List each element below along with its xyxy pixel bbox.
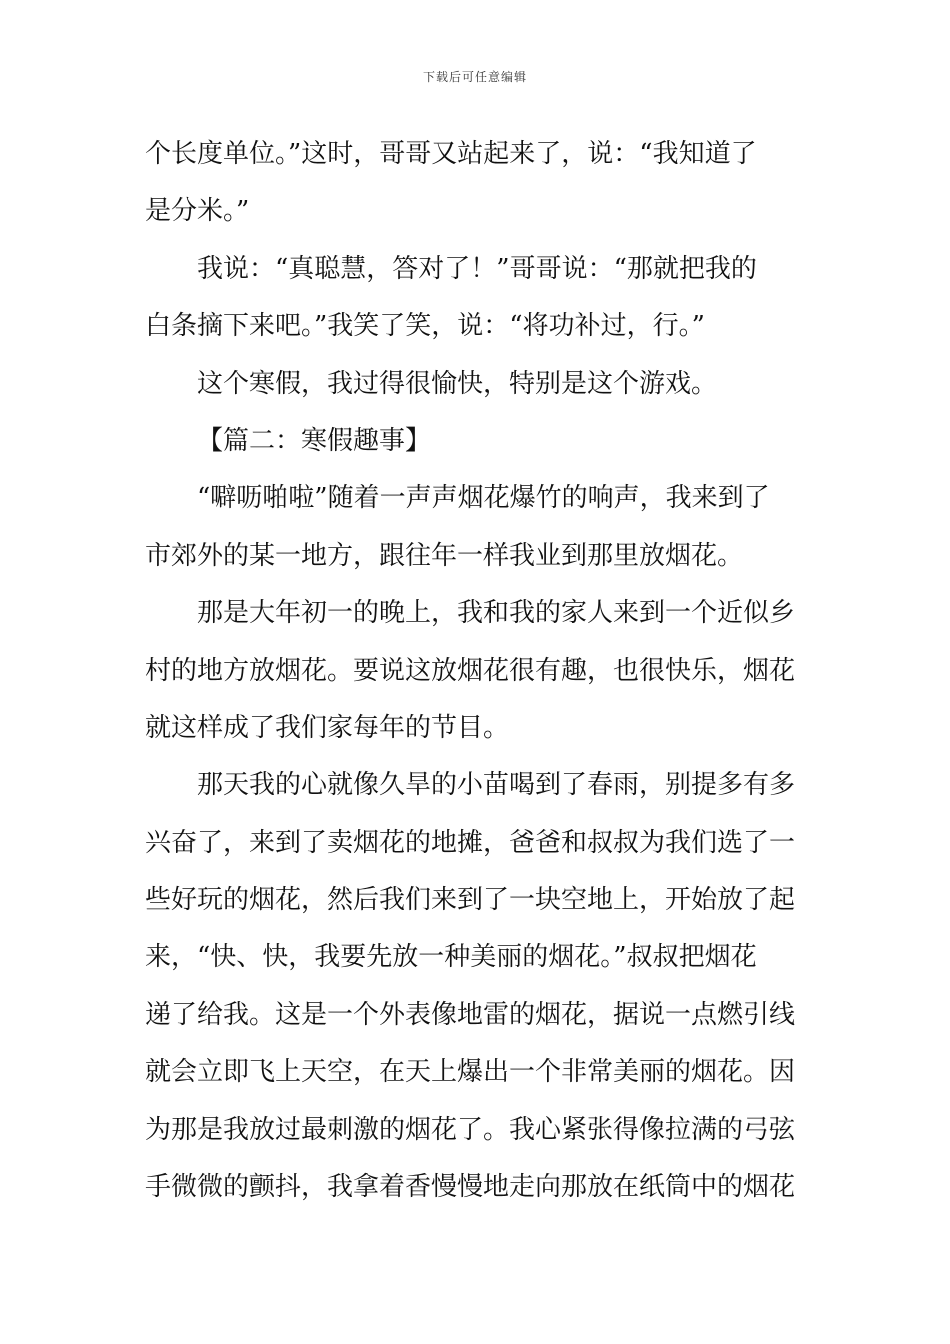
- text-line: 来，“快、快，我要先放一种美丽的烟花。”叔叔把烟花: [145, 942, 757, 973]
- section-heading: 【篇二：寒假趣事】: [197, 425, 432, 456]
- text-line: 白条摘下来吧。”我笑了笑，说：“将功补过，行。”: [145, 311, 705, 342]
- text-line: 就会立即飞上天空，在天上爆出一个非常美丽的烟花。因: [145, 1057, 796, 1088]
- text-line: 些好玩的烟花，然后我们来到了一块空地上，开始放了起: [145, 885, 796, 916]
- paragraph-start-line: 我说：“真聪慧，答对了！”哥哥说：“那就把我的: [197, 253, 757, 284]
- text-line: 市郊外的某一地方，跟往年一样我业到那里放烟花。: [145, 540, 744, 571]
- text-line: 就这样成了我们家每年的节目。: [145, 712, 510, 743]
- text-line: 村的地方放烟花。要说这放烟花很有趣，也很快乐，烟花: [145, 655, 796, 686]
- header-note: 下载后可任意编辑: [422, 70, 527, 84]
- paragraph-start-line: “噼呖啪啦”随着一声声烟花爆竹的响声，我来到了: [197, 483, 770, 514]
- paragraph-start-line: 这个寒假，我过得很愉快，特别是这个游戏。: [197, 368, 718, 399]
- paragraph-start-line: 那是大年初一的晚上，我和我的家人来到一个近似乡: [197, 598, 796, 629]
- text-line: 是分米。”: [145, 196, 250, 227]
- text-line: 递了给我。这是一个外表像地雷的烟花，据说一点燃引线: [145, 999, 796, 1030]
- text-line: 个长度单位。”这时，哥哥又站起来了，说：“我知道了: [145, 139, 757, 169]
- paragraph-start-line: 那天我的心就像久旱的小苗喝到了春雨，别提多有多: [197, 770, 796, 801]
- text-line: 兴奋了，来到了卖烟花的地摊，爸爸和叔叔为我们选了一: [145, 827, 796, 858]
- body-text: [145, 126, 813, 1216]
- text-line: 手微微的颤抖，我拿着香慢慢地走向那放在纸筒中的烟花: [145, 1172, 796, 1203]
- text-line: 为那是我放过最刺激的烟花了。我心紧张得像拉满的弓弦: [145, 1114, 796, 1145]
